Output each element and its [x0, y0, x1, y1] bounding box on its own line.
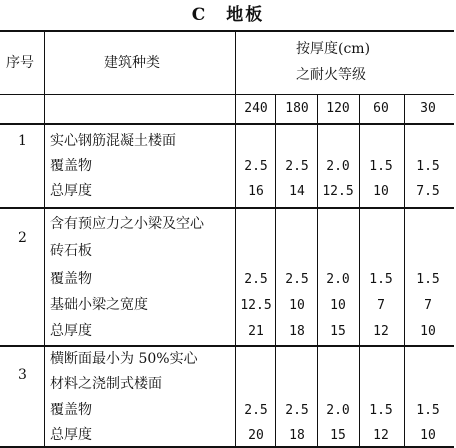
table-cell: 2.0: [326, 403, 350, 418]
type-column-divider: [235, 30, 236, 448]
table-top-border: [0, 30, 454, 32]
row-1-label-2: 覆盖物: [50, 158, 92, 174]
table-cell: 7: [377, 298, 385, 313]
table-cell: 18: [289, 324, 305, 339]
grade-divider-4: [404, 94, 405, 448]
table-cell: 15: [330, 428, 346, 443]
table-cell: 7.5: [416, 184, 440, 199]
row-1-label-3: 总厚度: [50, 183, 92, 199]
grade-60: 60: [373, 101, 389, 116]
row-2-seq: 2: [18, 230, 27, 246]
header-thickness-line2: 之耐火等级: [296, 67, 366, 83]
header-type: 建筑种类: [104, 55, 160, 71]
table-cell: 10: [420, 428, 436, 443]
row-2-label-2: 砖石板: [50, 243, 92, 259]
row-3-label-1: 横断面最小为 50%实心: [50, 351, 198, 367]
grade-240: 240: [244, 101, 268, 116]
table-cell: 10: [420, 324, 436, 339]
table-cell: 15: [330, 324, 346, 339]
table-cell: 2.0: [326, 159, 350, 174]
row-2-label-4: 基础小梁之宽度: [50, 297, 148, 313]
grade-divider-3: [359, 94, 360, 448]
header-divider: [0, 94, 454, 95]
table-cell: 10: [330, 298, 346, 313]
row-3-seq: 3: [18, 367, 27, 383]
table-cell: 12: [373, 324, 389, 339]
table-cell: 1.5: [416, 272, 440, 287]
grade-180: 180: [285, 101, 309, 116]
table-cell: 1.5: [416, 159, 440, 174]
page-title: C 地板: [191, 5, 265, 25]
table-cell: 2.5: [244, 272, 268, 287]
row-3-label-3: 覆盖物: [50, 402, 92, 418]
table-cell: 12: [373, 428, 389, 443]
row-1-seq: 1: [18, 133, 27, 149]
table-cell: 12.5: [322, 184, 354, 199]
header-bottom-border: [0, 123, 454, 125]
table-cell: 2.5: [285, 159, 309, 174]
row-3-label-4: 总厚度: [50, 427, 92, 443]
table-cell: 20: [248, 428, 264, 443]
table-cell: 18: [289, 428, 305, 443]
table-cell: 2.5: [244, 159, 268, 174]
table-cell: 7: [424, 298, 432, 313]
table-cell: 1.5: [369, 272, 393, 287]
row-2-bottom-border: [0, 345, 454, 347]
table-cell: 16: [248, 184, 264, 199]
row-2-label-5: 总厚度: [50, 323, 92, 339]
table-cell: 1.5: [416, 403, 440, 418]
table-cell: 12.5: [240, 298, 272, 313]
header-seq: 序号: [6, 55, 34, 71]
table-cell: 2.5: [244, 403, 268, 418]
header-thickness-line1: 按厚度(cm): [296, 41, 371, 57]
row-1-label-1: 实心钢筋混凝土楼面: [50, 133, 176, 149]
grade-120: 120: [326, 101, 350, 116]
row-2-label-3: 覆盖物: [50, 271, 92, 287]
table-cell: 10: [373, 184, 389, 199]
row-2-label-1: 含有预应力之小梁及空心: [50, 216, 204, 232]
grade-30: 30: [420, 101, 436, 116]
table-cell: 21: [248, 324, 264, 339]
fire-rating-table: [0, 30, 456, 448]
row-3-label-2: 材料之浇制式楼面: [50, 376, 162, 392]
table-cell: 1.5: [369, 403, 393, 418]
table-cell: 2.5: [285, 403, 309, 418]
row-1-bottom-border: [0, 207, 454, 209]
table-cell: 2.5: [285, 272, 309, 287]
table-cell: 14: [289, 184, 305, 199]
seq-column-divider: [44, 30, 45, 448]
table-cell: 1.5: [369, 159, 393, 174]
table-cell: 10: [289, 298, 305, 313]
table-cell: 2.0: [326, 272, 350, 287]
